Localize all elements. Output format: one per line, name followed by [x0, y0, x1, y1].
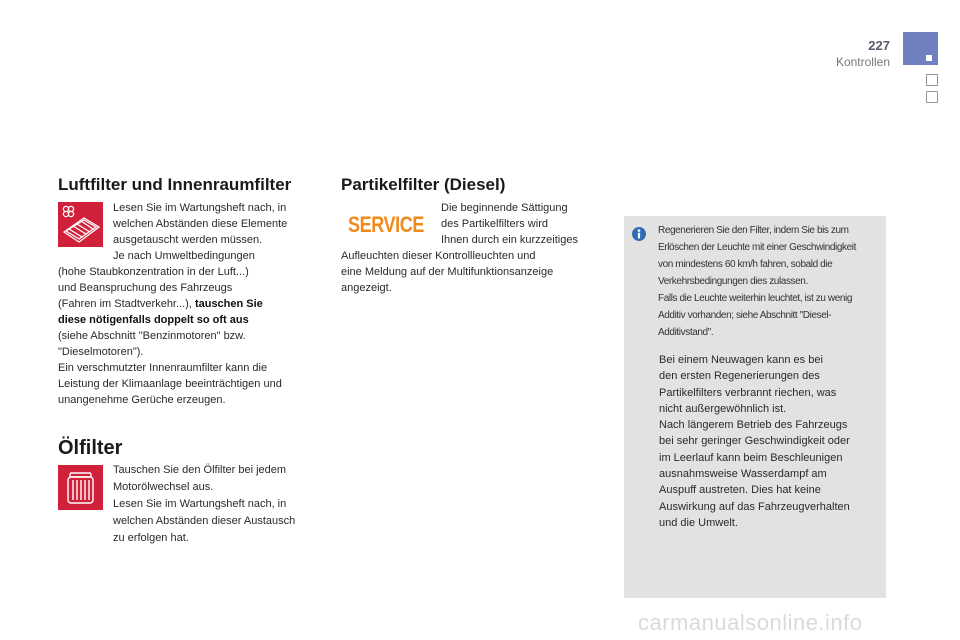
text-line: ausnahmsweise Wasserdampf am	[659, 468, 827, 481]
text-line: welchen Abständen dieser Austausch	[113, 515, 296, 527]
text-line: Bei einem Neuwagen kann es bei	[659, 354, 823, 366]
text-line: Ihnen durch ein kurzzeitiges	[441, 234, 578, 246]
text-line: im Leerlauf kann beim Beschleunigen	[659, 451, 843, 464]
oil-filter-icon	[58, 465, 103, 510]
text-line: Partikelfilters verbrannt riechen, was	[659, 386, 837, 399]
tab-marker-icon	[926, 55, 932, 61]
text-line: Erlöschen der Leuchte mit einer Geschwindigkeit	[658, 242, 856, 253]
heading-luftfilter: Luftfilter und Innenraumfilter	[58, 175, 292, 194]
text-line: Die beginnende Sättigung	[441, 202, 568, 214]
page-number: 227	[868, 38, 890, 53]
chapter-tab[interactable]	[926, 91, 938, 103]
watermark: carmanualsonline.info	[638, 610, 863, 635]
text-line	[58, 296, 282, 312]
text-line: ausgetauscht werden müssen.	[113, 234, 263, 246]
text-line: "Dieselmotoren").	[58, 346, 144, 358]
service-label: SERVICE	[348, 212, 424, 237]
text-fragment: (Fahren im Stadtverkehr...),	[58, 298, 195, 310]
luftfilter-intro	[113, 200, 287, 264]
text-line: den ersten Regenerierungen des	[659, 370, 820, 383]
section-name: Kontrollen	[835, 55, 890, 69]
text-line: Tauschen Sie den Ölfilter bei jedem	[113, 464, 287, 476]
text-line: des Partikelfilters wird	[441, 218, 548, 230]
text-line: angezeigt.	[341, 282, 392, 294]
air-filter-icon	[58, 202, 103, 247]
text-line: Auspuff austreten. Dies hat keine	[659, 484, 821, 497]
text-line: von mindestens 60 km/h fahren, sobald die	[658, 259, 833, 270]
text-line: Additivstand".	[658, 327, 714, 338]
info-note	[658, 222, 856, 341]
text-line	[58, 312, 282, 328]
text-line: zu erfolgen hat.	[113, 532, 189, 544]
heading-partikelfilter: Partikelfilter (Diesel)	[341, 175, 506, 194]
text-line: Falls die Leuchte weiterhin leuchtet, ist zu wenig	[658, 293, 853, 304]
text-line: (hohe Staubkonzentration in der Luft...)	[58, 266, 249, 278]
heading-oelfilter: Ölfilter	[58, 437, 123, 459]
text-line: Motorölwechsel aus.	[113, 481, 214, 493]
text-line: Ein verschmutzter Innenraumfilter kann die	[58, 362, 268, 374]
bold-text: diese nötigenfalls doppelt so oft aus	[58, 314, 249, 326]
text-line: Verkehrsbedingungen dies zulassen.	[658, 276, 808, 287]
info-icon	[632, 227, 646, 241]
text-line: Additiv vorhanden; siehe Abschnitt "Diesel-	[658, 310, 832, 321]
text-line: Lesen Sie im Wartungsheft nach, in	[113, 498, 287, 510]
service-warning-icon	[347, 210, 425, 236]
chapter-tab[interactable]	[926, 74, 938, 86]
text-line: Lesen Sie im Wartungsheft nach, in	[113, 202, 287, 214]
text-line: Regenerieren Sie den Filter, indem Sie bis zum	[658, 225, 849, 236]
text-line: welchen Abständen diese Elemente	[113, 218, 288, 230]
text-line: und die Umwelt.	[659, 516, 738, 529]
text-line: und Beanspruchung des Fahrzeugs	[58, 282, 233, 294]
text-line: bei sehr geringer Geschwindigkeit oder	[659, 435, 850, 448]
luftfilter-body	[58, 264, 282, 408]
text-line: Nach längerem Betrieb des Fahrzeugs	[659, 419, 848, 432]
text-line: eine Meldung auf der Multifunktionsanzeige	[341, 266, 554, 278]
text-line: unangenehme Gerüche erzeugen.	[58, 394, 226, 406]
text-line: nicht außergewöhnlich ist.	[659, 402, 787, 415]
text-line: Auswirkung auf das Fahrzeugverhalten	[659, 500, 850, 513]
text-line: Leistung der Klimaanlage beeinträchtigen und	[58, 378, 282, 390]
text-line: Je nach Umweltbedingungen	[113, 250, 255, 262]
text-line: Aufleuchten dieser Kontrollleuchten und	[341, 250, 536, 262]
info-body	[659, 352, 850, 531]
partikelfilter-intro	[441, 200, 578, 248]
bold-text: tauschen Sie	[194, 298, 263, 310]
partikelfilter-body	[341, 248, 553, 296]
chapter-tab-active[interactable]	[903, 32, 938, 65]
text-line: (siehe Abschnitt "Benzinmotoren" bzw.	[58, 330, 246, 342]
oelfilter-body	[113, 462, 295, 547]
